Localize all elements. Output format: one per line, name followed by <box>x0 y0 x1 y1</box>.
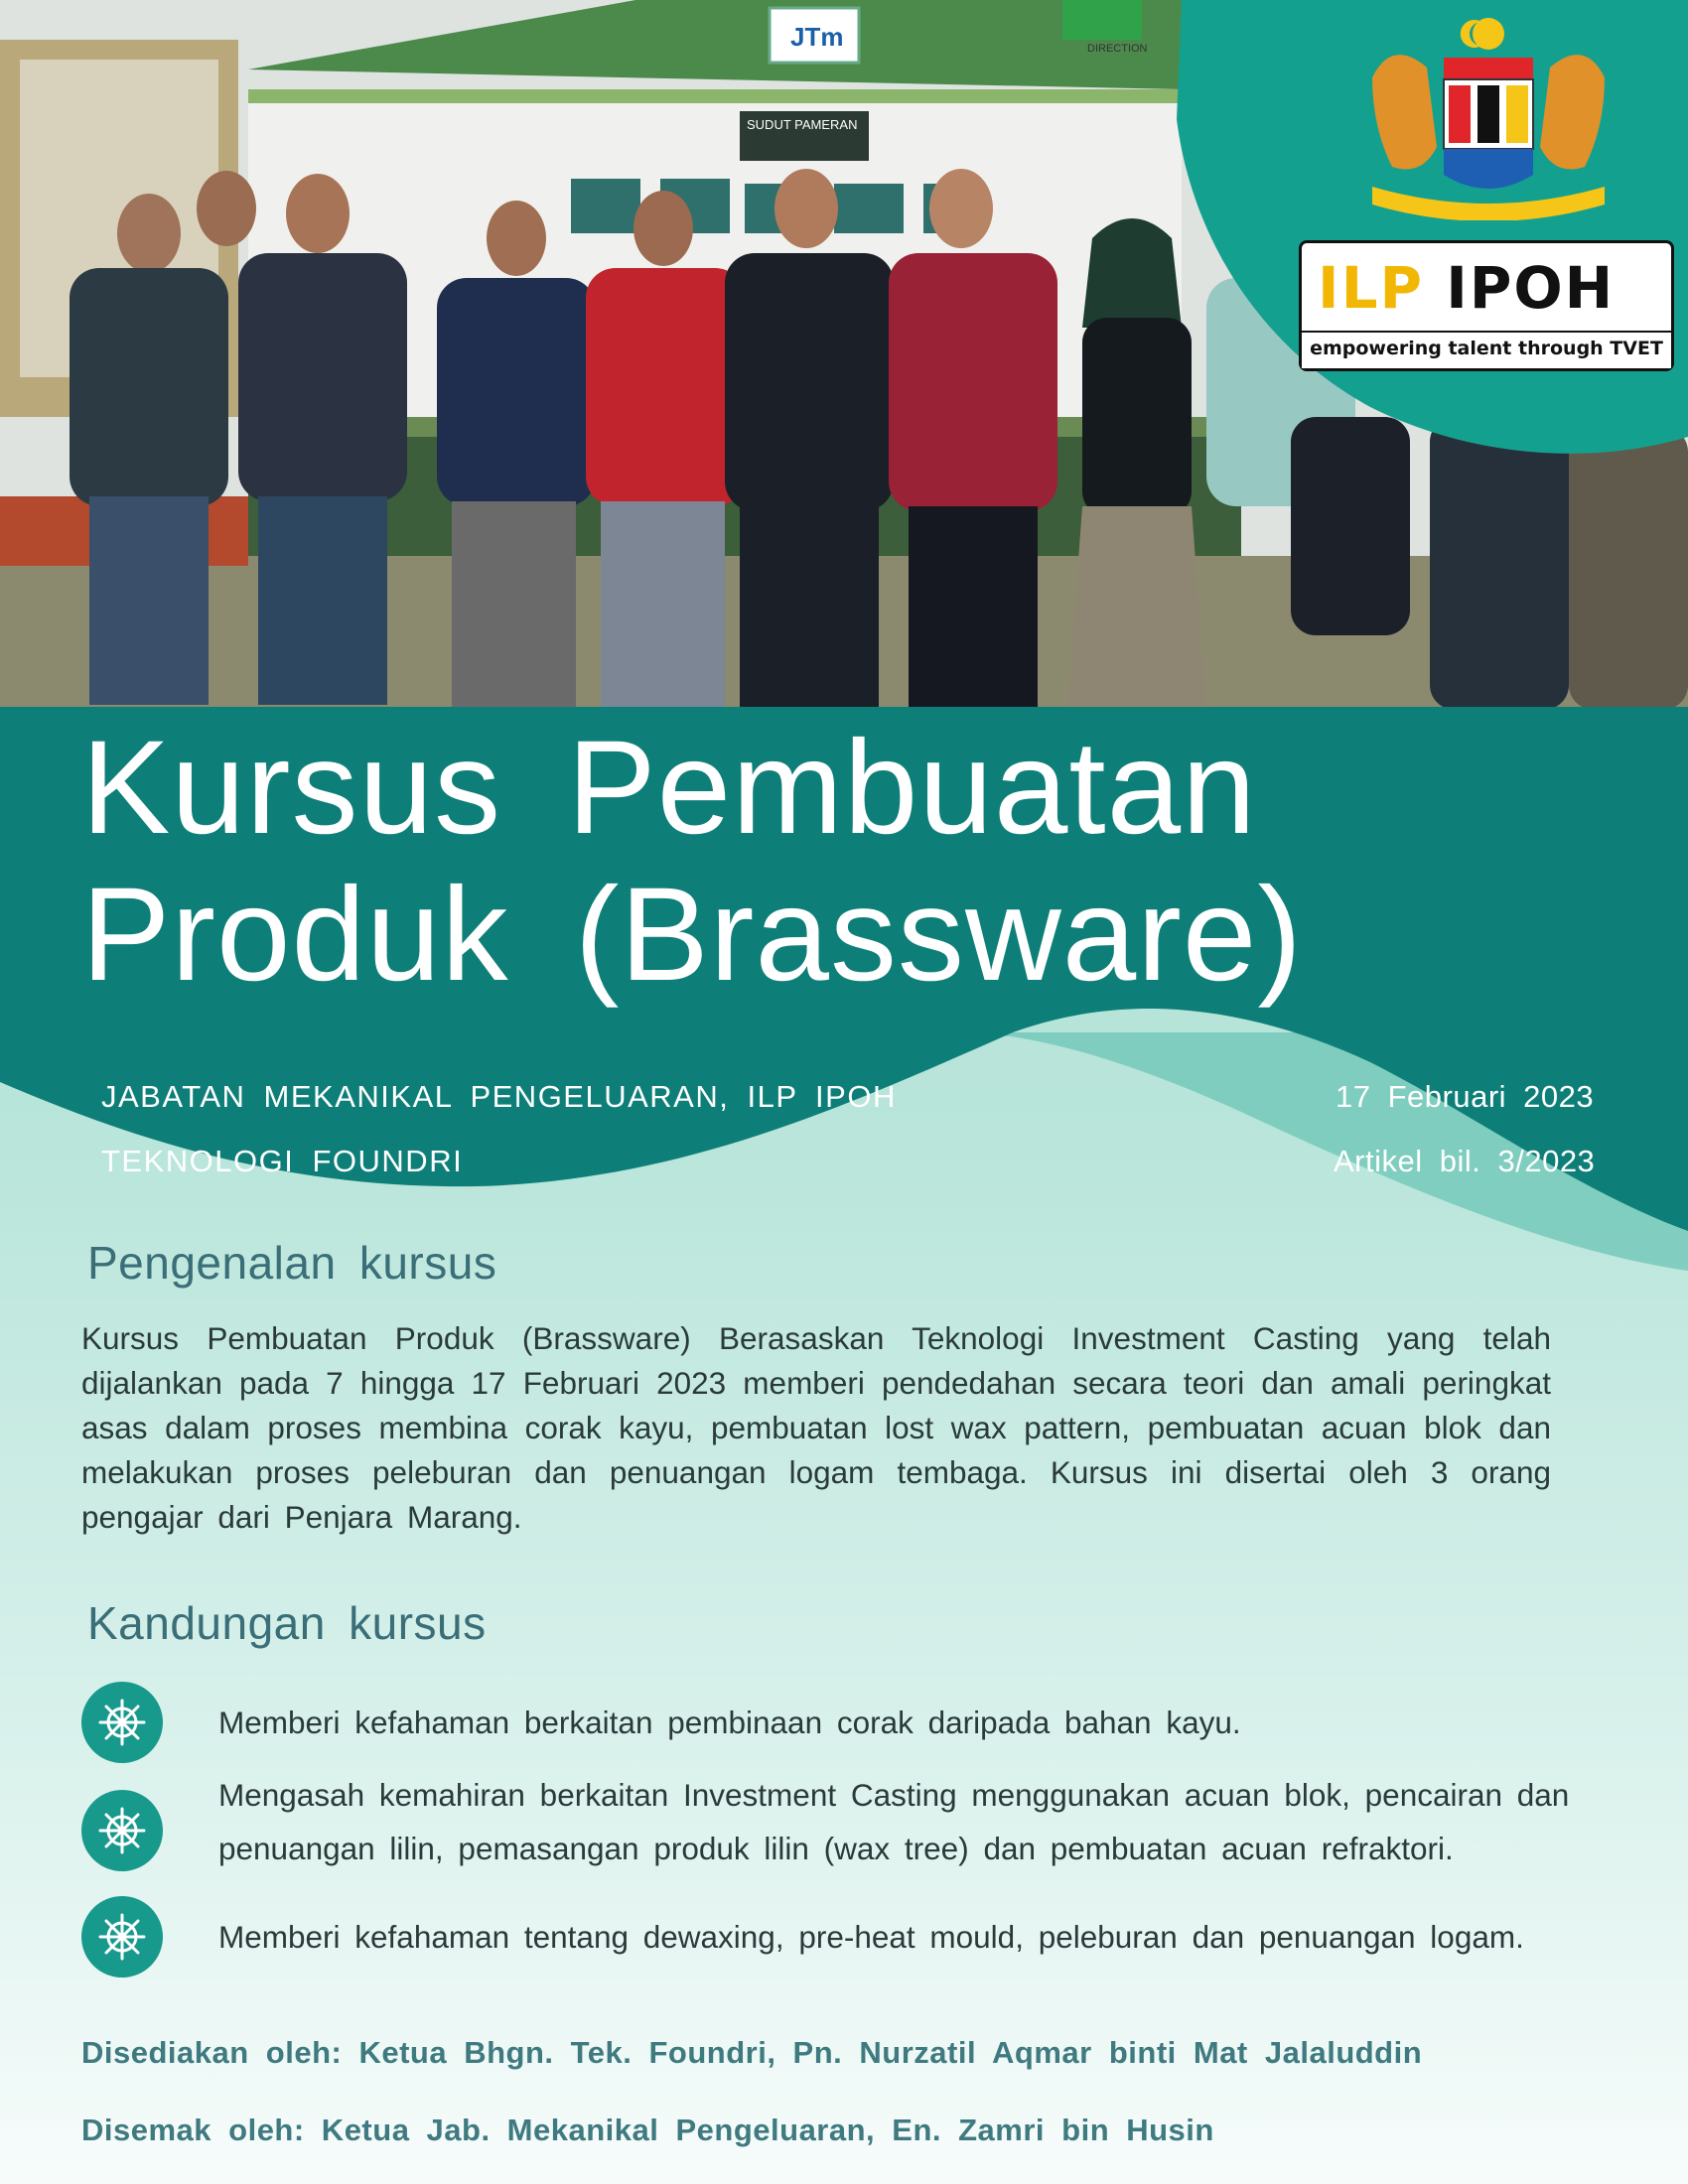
ship-wheel-icon <box>81 1682 163 1763</box>
intro-heading: Pengenalan kursus <box>87 1237 497 1289</box>
intro-paragraph: Kursus Pembuatan Produk (Brassware) Berasaskan Teknologi Investment Casting yang telah dijalankan pada 7 hingga 17 Februari 2023 memberi pendedahan secara teori dan amali peringkat asas dalam proses membina corak kayu, pembuatan lost wax pattern, pembuatan acuan blok dan melakukan proses peleburan dan penuangan logam tembaga. Kursus ini disertai oleh 3 orang pengajar dari Penjara Marang. <box>81 1320 1551 1535</box>
list-item-text: Memberi kefahaman tentang dewaxing, pre-heat mould, peleburan dan penuangan logam. <box>218 1919 1524 1955</box>
ilp-ipoh-wordmark <box>1318 253 1615 323</box>
reviewed-by-credit: Disemak oleh: Ketua Jab. Mekanikal Pengeluaran, En. Zamri bin Husin <box>81 2113 1214 2147</box>
logo-ilp-text: ILP <box>1318 254 1425 322</box>
contents-heading: Kandungan kursus <box>87 1597 487 1649</box>
logo-ipoh-text: IPOH <box>1446 254 1616 322</box>
department-label: JABATAN MEKANIKAL PENGELUARAN, ILP IPOH <box>101 1079 897 1114</box>
programme-label: TEKNOLOGI FOUNDRI <box>101 1144 464 1178</box>
title-line-2: Produk (Brassware) <box>81 861 1304 1009</box>
malaysia-coat-of-arms-icon <box>1352 8 1624 220</box>
list-item-text: Memberi kefahaman berkaitan pembinaan corak daripada bahan kayu. <box>218 1705 1241 1740</box>
ship-wheel-icon <box>81 1790 163 1871</box>
direction-sign: DIRECTION <box>1087 43 1148 55</box>
ship-wheel-icon <box>81 1896 163 1978</box>
logo-tagline: empowering talent through TVET <box>1302 331 1671 368</box>
article-number: Artikel bil. 3/2023 <box>1334 1144 1596 1178</box>
jtm-sign: JTm <box>790 22 844 52</box>
list-item-text: Mengasah kemahiran berkaitan Investment Casting menggunakan acuan blok, pencairan dan penuangan lilin, pemasangan produk lilin (wax tree) dan pembuatan acuan refraktori. <box>218 1777 1570 1866</box>
sudut-sign: SUDUT PAMERAN <box>747 117 858 132</box>
date-label: 17 Februari 2023 <box>1336 1079 1595 1114</box>
ilp-ipoh-logo <box>1299 240 1674 371</box>
title-line-1: Kursus Pembuatan <box>81 714 1257 862</box>
page-title <box>81 715 1303 1009</box>
prepared-by-credit: Disediakan oleh: Ketua Bhgn. Tek. Foundri, Pn. Nurzatil Aqmar binti Mat Jalaluddin <box>81 2035 1423 2070</box>
